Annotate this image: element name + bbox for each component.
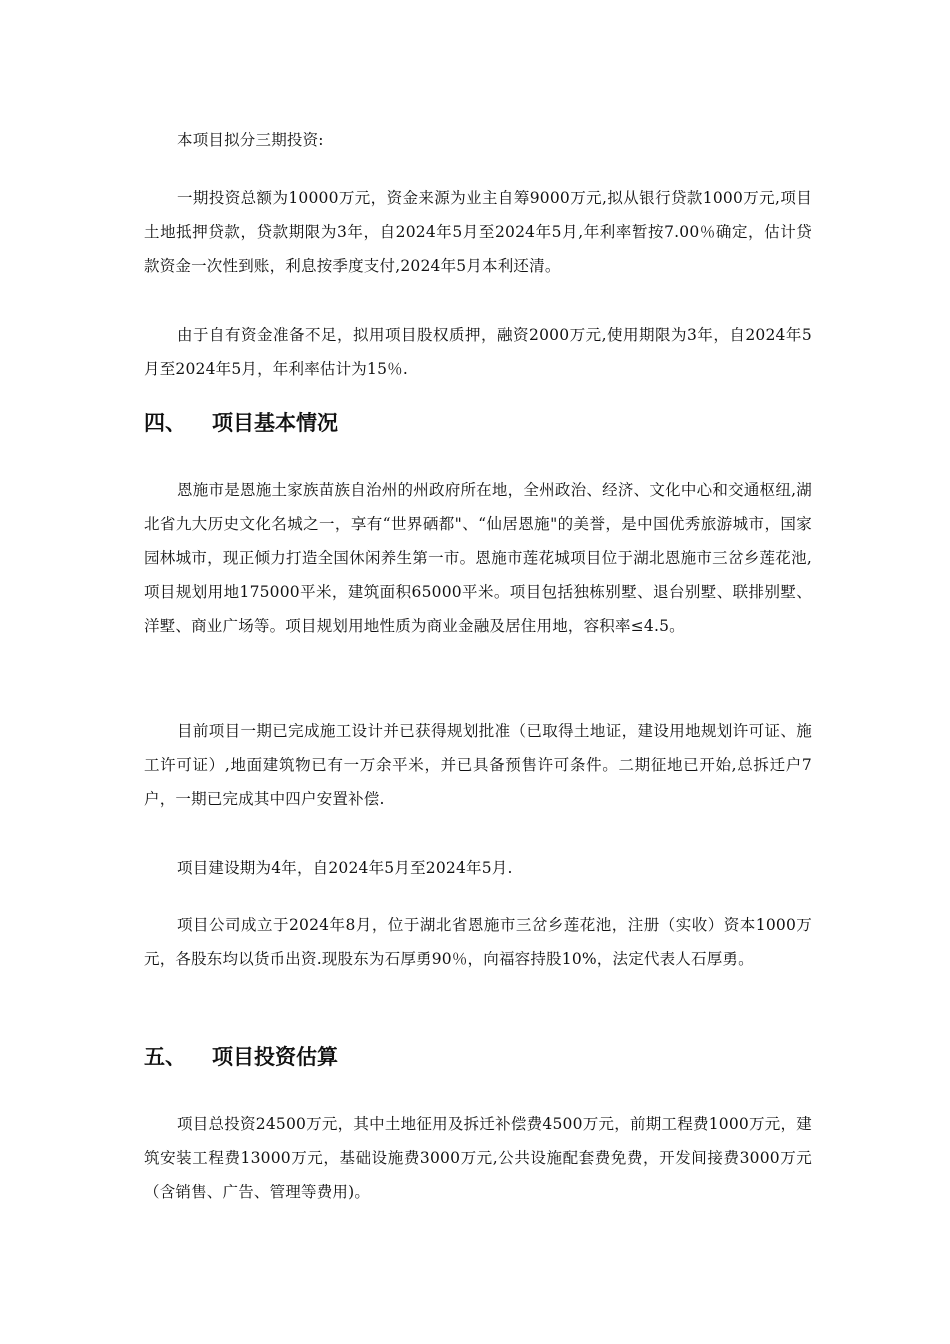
paragraph-equity-pledge: 由于自有资金准备不足，拟用项目股权质押，融资2000万元,使用期限为3年，自2024年5月至2024年5月，年利率估计为15％. [144,326,812,378]
section-number: 四、 [144,411,186,435]
paragraph-construction-period: 项目建设期为4年，自2024年5月至2024年5月. [177,859,513,877]
section-heading-project-basics [144,408,338,438]
paragraph-investment-phases: 本项目拟分三期投资: [177,131,324,149]
paragraph-project-progress: 目前项目一期已完成施工设计并已获得规划批准（已取得土地证，建设用地规划许可证、施工许可证）,地面建筑物已有一万余平米，并已具备预售许可条件。二期征地已开始,总拆迁户7户，一期已完成其中四户安置补偿. [144,722,812,808]
paragraph-total-investment: 项目总投资24500万元，其中土地征用及拆迁补偿费4500万元，前期工程费1000万元，建筑安装工程费13000万元，基础设施费3000万元,公共设施配套费免费，开发间接费3000万元（含销售、广告、管理等费用)。 [144,1115,812,1201]
section-title: 项目投资估算 [212,1045,338,1069]
section-number: 五、 [144,1045,186,1069]
paragraph-city-overview: 恩施市是恩施土家族苗族自治州的州政府所在地，全州政治、经济、文化中心和交通枢纽,湖北省九大历史文化名城之一，享有“世界硒都"、“仙居恩施"的美誉，是中国优秀旅游城市，国家园林城市，现正倾力打造全国休闲养生第一市。恩施市莲花城项目位于湖北恩施市三岔乡莲花池,项目规划用地175000平米，建筑面积65000平米。项目包括独栋别墅、退台别墅、联排别墅、洋墅、商业广场等。项目规划用地性质为商业金融及居住用地，容积率≤4.5。 [144,481,812,635]
paragraph-phase-one-investment: 一期投资总额为10000万元，资金来源为业主自筹9000万元,拟从银行贷款1000万元,项目土地抵押贷款，贷款期限为3年，自2024年5月至2024年5月,年利率暂按7.00％确定，估计贷款资金一次性到账，利息按季度支付,2024年5月本利还清。 [144,189,812,275]
section-title: 项目基本情况 [212,411,338,435]
paragraph-company-info: 项目公司成立于2024年8月，位于湖北省恩施市三岔乡莲花池，注册（实收）资本1000万元，各股东均以货币出资.现股东为石厚勇90％，向福容持股10%，法定代表人石厚勇。 [144,916,812,968]
section-heading-investment-estimate [144,1042,338,1072]
